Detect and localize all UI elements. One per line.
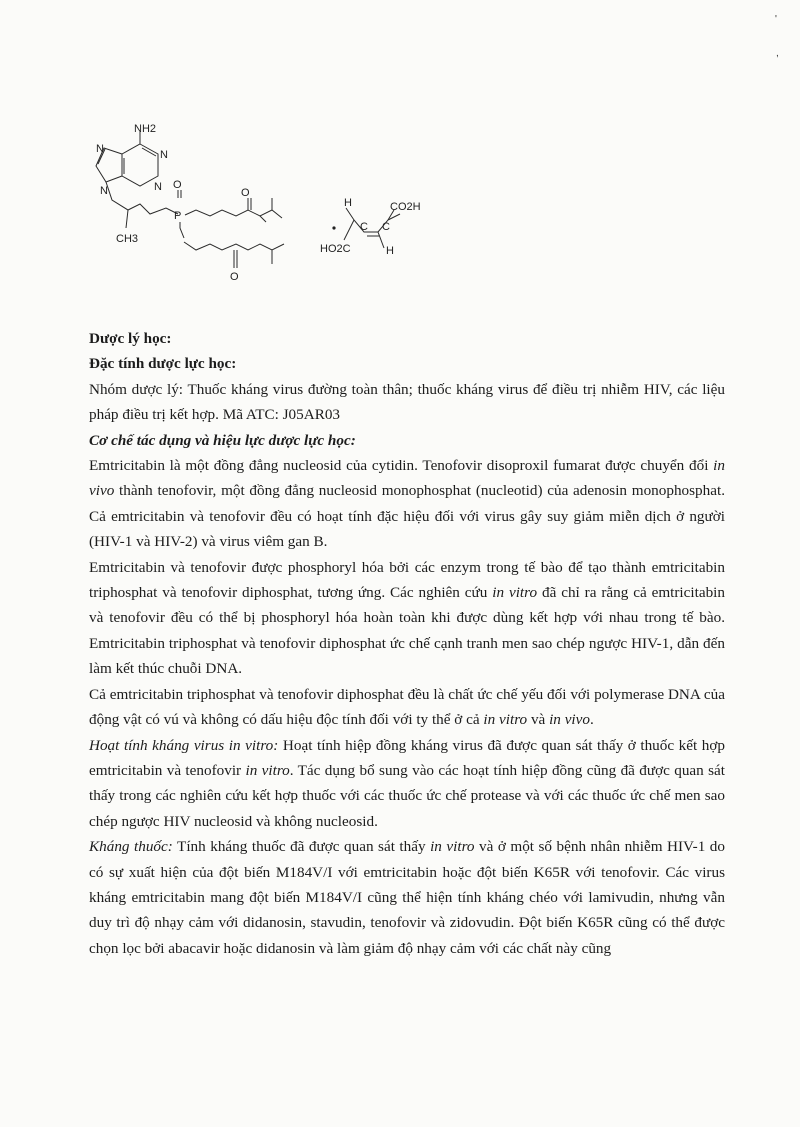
label-o-carbonyl-2: O — [230, 271, 239, 283]
heading-co-che: Cơ chế tác dụng và hiệu lực dược lực học: — [89, 431, 356, 449]
label-c1: C — [360, 221, 368, 233]
label-o-carbonyl-1: O — [241, 187, 250, 199]
chemical-structure — [88, 118, 440, 296]
heading-duoc-ly-hoc: Dược lý học: — [89, 330, 172, 347]
label-ho2c: HO2C — [320, 243, 351, 255]
document-body — [89, 326, 725, 961]
label-p: P — [174, 210, 182, 222]
scan-mark: ' — [775, 14, 777, 25]
scan-mark-2: , — [776, 48, 779, 59]
heading-dac-tinh: Đặc tính dược lực học: — [89, 355, 237, 373]
label-n1: N — [160, 149, 168, 161]
label-h1: H — [344, 197, 352, 209]
label-n4: N — [100, 185, 108, 197]
label-co2h: CO2H — [390, 201, 421, 213]
paragraph-5: Kháng thuốc: Tính kháng thuốc đã được quan sát thấy in vitro và ở một số bệnh nhân nhiễm HIV-1 do có sự xuất hiện của đột biến M184V/I với emtricitabin hoặc đột biến K65R với tenofovir. Các virus kháng emtricitabin mang đột biến M184V/I cũng thể hiện tính kháng chéo với lamivudin, nhưng vẫn duy trì độ nhạy cảm với didanosin, stavudin, tenofovir và zidovudin. Đột biến K65R cũng có thể được chọn lọc bởi abacavir hoặc didanosin và làm giảm độ nhạy cảm với các chất này cũng — [89, 838, 725, 957]
paragraph-1: Emtricitabin là một đồng đẳng nucleosid của cytidin. Tenofovir disoproxil fumarat được chuyển đổi in vivo thành tenofovir, một đồng đẳng nucleosid monophosphat (nucleotid) của adenosin monophosphat. Cả emtricitabin và tenofovir đều có hoạt tính đặc hiệu đối với virus gây suy giảm miễn dịch ở người (HIV-1 và HIV-2) và virus viêm gan B. — [89, 457, 725, 551]
paragraph-4: Hoạt tính kháng virus in vitro: Hoạt tính hiệp đồng kháng virus đã được quan sát thấy ở thuốc kết hợp emtricitabin và tenofovir in vitro. Tác dụng bổ sung vào các hoạt tính hiệp đồng cũng đã được quan sát thấy trong các nghiên cứu kết hợp thuốc với các thuốc ức chế protease và với các thuốc ức chế men sao chép ngược HIV nucleosid và không nucleosid. — [89, 736, 726, 830]
tenofovir-disoproxil-fumarate-structure — [88, 118, 440, 296]
label-nh2: NH2 — [134, 123, 157, 135]
label-h2: H — [386, 245, 394, 257]
label-c2: C — [382, 221, 390, 233]
label-o-p: O — [173, 179, 182, 191]
paragraph-nhom-duoc-ly: Nhóm dược lý: Thuốc kháng virus đường toàn thân; thuốc kháng virus để điều trị nhiễm HIV, các liệu pháp điều trị kết hợp. Mã ATC: J05AR03 — [89, 380, 725, 424]
paragraph-3: Cả emtricitabin triphosphat và tenofovir diphosphat đều là chất ức chế yếu đối với polymerase DNA của động vật có vú và không có dấu hiệu độc tính đối với ty thể ở cả in vitro và in vivo. — [89, 685, 725, 729]
label-n3: N — [96, 143, 104, 155]
paragraph-2: Emtricitabin và tenofovir được phosphoryl hóa bởi các enzym trong tế bào để tạo thành emtricitabin triphosphat và tenofovir diphosphat, tương ứng. Các nghiên cứu in vitro đã chỉ ra rằng cả emtricitabin và tenofovir đều có thể bị phosphoryl hóa hoàn toàn khi được dùng kết hợp với nhau trong tế bào. Emtricitabin triphosphat và tenofovir diphosphat ức chế cạnh tranh men sao chép ngược HIV-1, dẫn đến làm kết thúc chuỗi DNA. — [89, 558, 725, 678]
label-n2: N — [154, 181, 162, 193]
label-ch3: CH3 — [116, 233, 139, 245]
